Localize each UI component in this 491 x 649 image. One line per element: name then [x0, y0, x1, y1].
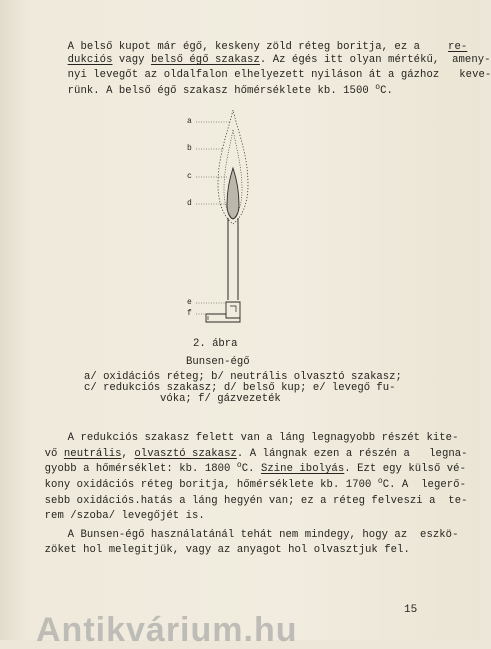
degree-sup: o: [375, 83, 381, 92]
inner-cone: [227, 168, 239, 219]
text-span: . Ezt egy külső vé-: [344, 463, 466, 475]
figure-caption-line: c/ redukciós szakasz; d/ belső kup; e/ levegő fu-: [84, 382, 396, 394]
label-c: c: [187, 172, 192, 181]
text-span: A belső kupot már égő, keskeny zöld réteg boritja, ez a: [67, 41, 421, 53]
text-span: zöket hol melegitjük, vagy az anyagot hol olvasztjuk fel.: [44, 544, 410, 556]
text-span: . A lángnak ezen a részén a legna-: [236, 448, 468, 460]
label-f: f: [187, 309, 192, 318]
text-span: kony oxidációs réteg boritja, hőmérséklete kb. 1700: [44, 479, 378, 491]
text-span: A redukciós szakasz felett van a láng legnagyobb részét kite-: [67, 432, 459, 444]
figure-caption-line: vóka; f/ gázvezeték: [160, 393, 281, 405]
figure-title: Bunsen-égő: [186, 356, 250, 368]
text-line: [19, 532, 410, 568]
figure-caption-line: a/ oxidációs réteg; b/ neutrális olvasztó szakasz;: [84, 371, 402, 383]
label-b: b: [187, 144, 192, 153]
text-span: nyi levegőt az oldalfalon elhelyezett nyiláson át a gázhoz: [67, 69, 440, 81]
text-span: sebb oxidációs.hatás a láng hegyén van; ez a réteg felveszi a te-: [44, 495, 468, 507]
text-span: keve-: [459, 69, 491, 81]
label-d: d: [187, 199, 192, 208]
underlined-text: dukciós: [67, 54, 113, 66]
text-span: C.: [380, 85, 393, 97]
page-number: 15: [404, 604, 418, 616]
text-span: vagy: [112, 54, 151, 66]
text-span: vő: [44, 448, 64, 460]
watermark: Antikvárium.hu: [36, 611, 298, 649]
underlined-text: belső égő szakasz: [150, 54, 260, 66]
underlined-text: neutrális: [63, 448, 122, 460]
text-span: rünk. A belső égő szakasz hőmérséklete kb. 1500: [67, 85, 376, 97]
text-span: gyobb a hőmérséklet: kb. 1800: [44, 463, 237, 475]
air-inlet: [226, 302, 240, 318]
figure-number: 2. ábra: [193, 338, 238, 350]
text-span: C. A legerő-: [382, 479, 466, 491]
underlined-text: re-: [448, 41, 468, 53]
air-inlet-detail: [230, 306, 236, 312]
burner-tube: [228, 218, 238, 300]
text-span: C.: [241, 463, 261, 475]
degree-sup: o: [236, 461, 242, 470]
underlined-text: olvasztó szakasz: [134, 448, 237, 460]
label-a: a: [187, 117, 192, 126]
degree-sup: o: [377, 477, 383, 486]
text-span: ,: [121, 448, 135, 460]
text-span: rem /szoba/ levegőjét is.: [44, 510, 205, 522]
text-span: A Bunsen-égő használatánál tehát nem mindegy, hogy az eszkö-: [67, 529, 459, 541]
text-span: . Az égés itt olyan mértékű, ameny-: [259, 54, 491, 66]
underlined-text: Szine ibolyás: [260, 463, 345, 475]
label-e: e: [187, 298, 192, 307]
